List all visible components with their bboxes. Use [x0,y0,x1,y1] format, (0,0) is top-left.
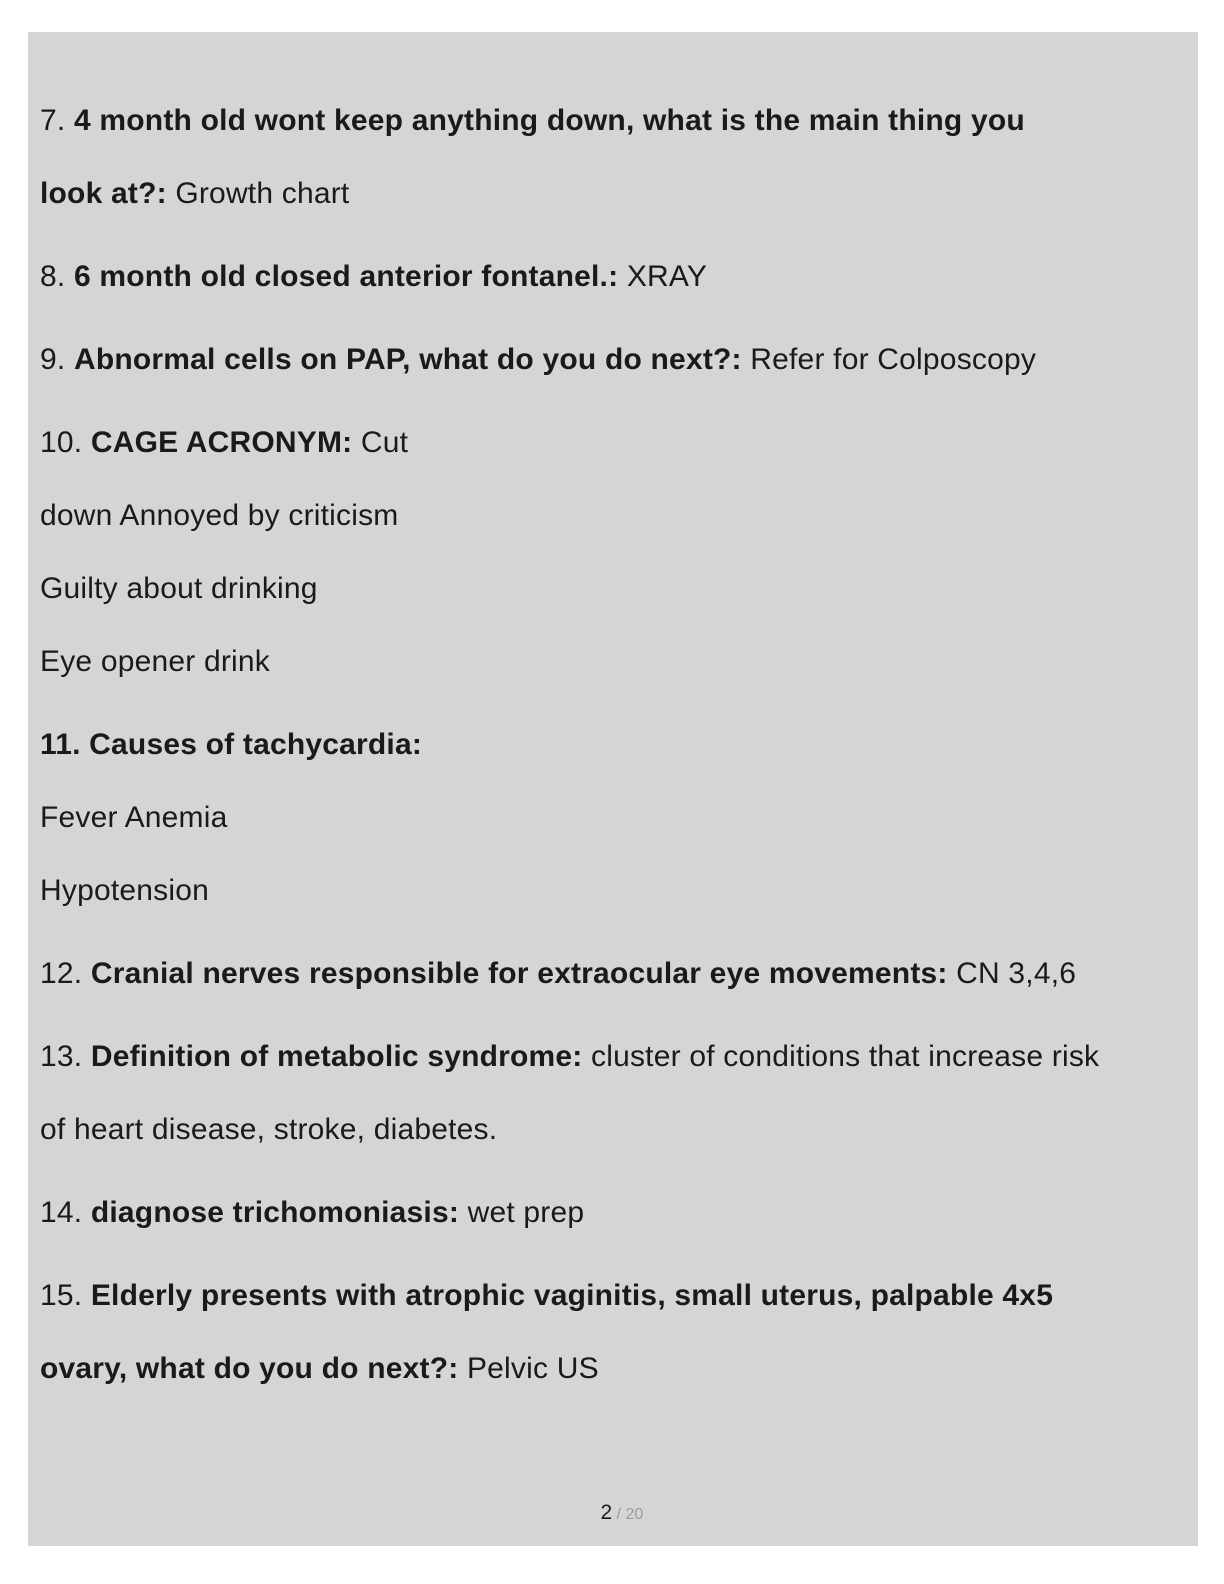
document-content [40,84,1186,1405]
question-number: 15. [40,1279,91,1312]
question-number: 8. [40,260,74,293]
text-line [40,1259,1186,1332]
question-number: 7. [40,104,74,137]
qa-item [40,937,1186,1010]
answer-text: Eye opener drink [40,645,271,678]
qa-item [40,240,1186,313]
text-line [40,479,1186,552]
answer-text: XRAY [618,260,708,293]
answer-text: Refer for Colposcopy [741,343,1037,376]
text-line [40,781,1186,854]
total-page-count: 20 [625,1506,644,1523]
answer-text: Guilty about drinking [40,572,318,605]
current-page-number: 2 [600,1501,613,1524]
document-page [28,32,1198,1546]
qa-item [40,708,1186,927]
answer-text: Hypotension [40,874,209,907]
question-text: Cranial nerves responsible for extraocular eye movements: [90,957,948,990]
question-text: Abnormal cells on PAP, what do you do next?: [73,343,742,376]
answer-text: Cut [352,426,409,459]
qa-item [40,406,1186,698]
question-text: look at?: [40,177,167,210]
answer-text: wet prep [459,1196,585,1229]
question-text: ovary, what do you do next?: [40,1352,459,1385]
text-line [40,854,1186,927]
page-separator: / [612,1506,626,1523]
answer-text: cluster of conditions that increase risk [582,1040,1100,1073]
question-text: Elderly presents with atrophic vaginitis, small uterus, palpable 4x5 [90,1279,1054,1312]
text-line [40,1332,1186,1405]
text-line [40,323,1186,396]
answer-text: Pelvic US [458,1352,599,1385]
text-line [40,1020,1186,1093]
question-number: 14. [40,1196,91,1229]
question-text: 6 month old closed anterior fontanel.: [73,260,619,293]
qa-item [40,1176,1186,1249]
answer-text: Growth chart [166,177,350,210]
text-line [40,708,1186,781]
text-line [40,1176,1186,1249]
text-line [40,406,1186,479]
question-number: 13. [40,1040,91,1073]
text-line [40,552,1186,625]
answer-text: Fever Anemia [40,801,228,834]
answer-text: CN 3,4,6 [947,957,1077,990]
question-number: 9. [40,343,74,376]
qa-item [40,323,1186,396]
page-indicator [28,1483,1198,1543]
qa-item [40,1020,1186,1166]
question-text: Definition of metabolic syndrome: [90,1040,583,1073]
text-line [40,1093,1186,1166]
text-line [40,84,1186,157]
question-text: CAGE ACRONYM: [90,426,353,459]
answer-text: down Annoyed by criticism [40,499,399,532]
text-line [40,240,1186,313]
question-number: 10. [40,426,91,459]
answer-text: of heart disease, stroke, diabetes. [40,1113,498,1146]
question-number: 12. [40,957,91,990]
text-line [40,157,1186,230]
text-line [40,625,1186,698]
text-line [40,937,1186,1010]
question-text: 11. Causes of tachycardia: [40,728,423,761]
qa-item [40,84,1186,230]
question-text: 4 month old wont keep anything down, what is the main thing you [73,104,1025,137]
question-text: diagnose trichomoniasis: [90,1196,460,1229]
qa-item [40,1259,1186,1405]
